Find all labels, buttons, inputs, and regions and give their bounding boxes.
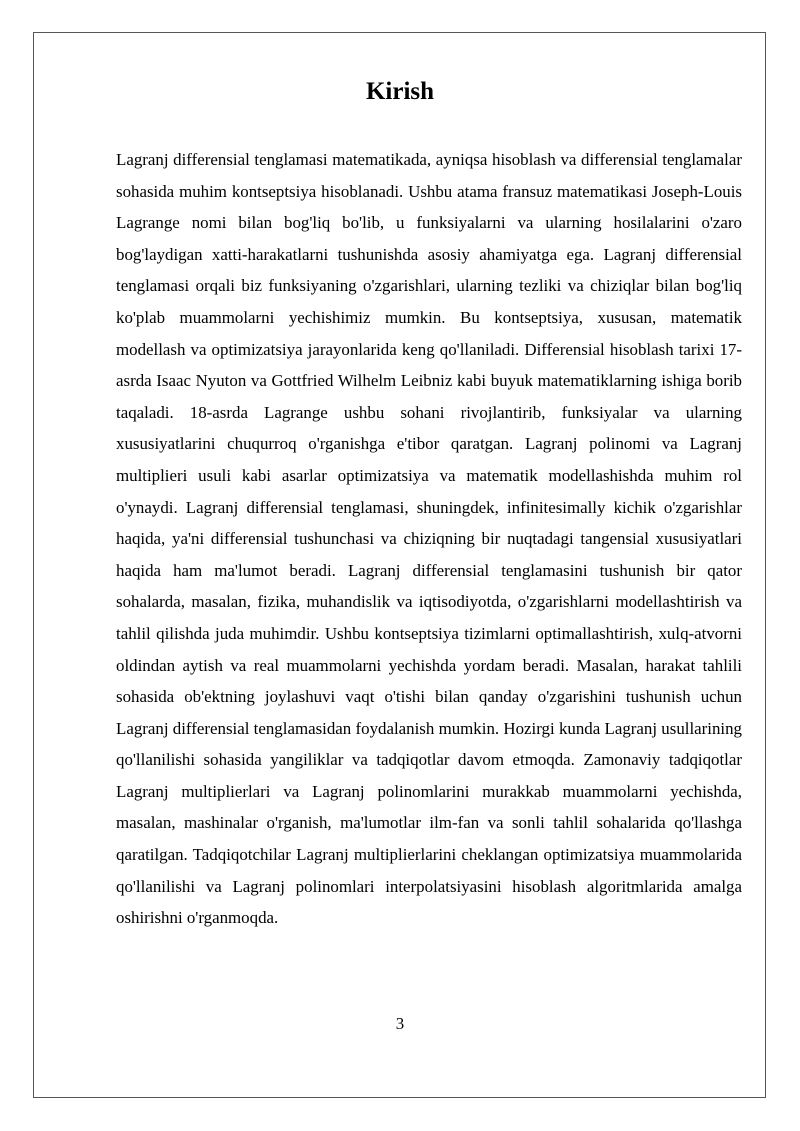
- body-paragraph: Lagranj differensial tenglamasi matematikada, ayniqsa hisoblash va differensial tenglamalar sohasida muhim kontseptsiya hisoblanadi. Ushbu atama fransuz matematikasi Joseph-Louis Lagrange nomi bilan bog'liq bo'lib, u funksiyalarni va ularning hosilalarini o'zaro bog'laydigan xatti-harakatlarni tushunishda asosiy ahamiyatga ega. Lagranj differensial tenglamasi orqali biz funksiyaning o'zgarishlari, ularning tezliki va chiziqlar bilan bog'liq ko'plab muammolarni yechishimiz mumkin. Bu kontseptsiya, xususan, matematik modellash va optimizatsiya jarayonlarida keng qo'llaniladi. Differensial hisoblash tarixi 17-asrda Isaac Nyuton va Gottfried Wilhelm Leibniz kabi buyuk matematiklarning ishiga borib taqaladi. 18-asrda Lagrange ushbu sohani rivojlantirib, funksiyalar va ularning xususiyatlarini chuqurroq o'rganishga e'tibor qaratgan. Lagranj polinomi va Lagranj multiplieri usuli kabi asarlar optimizatsiya va matematik modellashishda muhim rol o'ynaydi. Lagranj differensial tenglamasi, shuningdek, infinitesimally kichik o'zgarishlar haqida, ya'ni differensial tushunchasi va chiziqning bir nuqtadagi tangensial xususiyatlari haqida ham ma'lumot beradi. Lagranj differensial tenglamasini tushunish bir qator sohalarda, masalan, fizika, muhandislik va iqtisodiyotda, o'zgarishlarni modellashtirish va tahlil qilishda juda muhimdir. Ushbu kontseptsiya tizimlarni optimallashtirish, xulq-atvorni oldindan aytish va real muammolarni yechishda yordam beradi. Masalan, harakat tahlili sohasida ob'ektning joylashuvi vaqt o'tishi bilan qanday o'zgarishini tushunish uchun Lagranj differensial tenglamasidan foydalanish mumkin. Hozirgi kunda Lagranj usullarining qo'llanilishi sohasida yangiliklar va tadqiqotlar davom etmoqda. Zamonaviy tadqiqotlar Lagranj multiplierlari va Lagranj polinomlarini murakkab muammolarni yechishda, masalan, mashinalar o'rganish, ma'lumotlar ilm-fan va sonli tahlil sohalarida qo'llashga qaratilgan. Tadqiqotchilar Lagranj multiplierlarini cheklangan optimizatsiya muammolarida qo'llanilishi va Lagranj polinomlari interpolatsiyasini hisoblash algoritmlarida amalga oshirishni o'rganmoqda.: [116, 150, 742, 928]
- page-title: Kirish: [365, 78, 435, 105]
- page-number: 3: [395, 1014, 405, 1033]
